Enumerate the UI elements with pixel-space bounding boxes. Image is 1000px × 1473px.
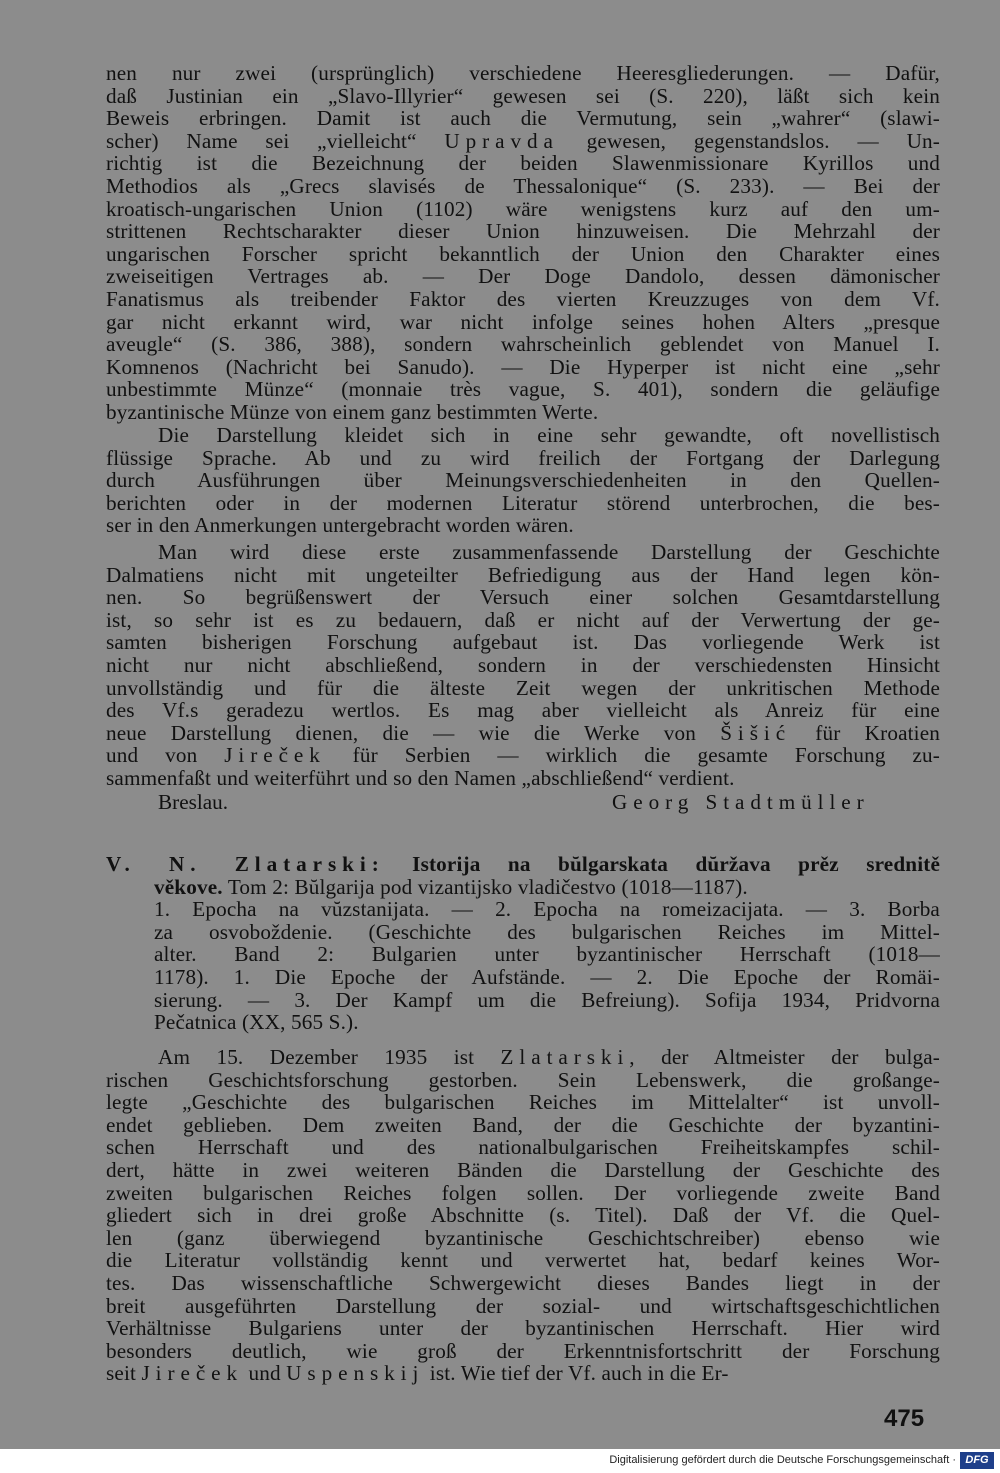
text-line: kroatisch-ungarischen Union (1102) wäre wenigstens kurz auf den um- <box>106 196 940 221</box>
text-line: Verhältnisse Bulgariens unter der byzantinischen Herrschaft. Hier wird <box>106 1316 940 1341</box>
text-line: richtig ist die Bezeichnung der beiden Slawenmissionare Kyrillos und <box>106 151 940 176</box>
text-line: Methodios als „Grecs slavisés de Thessalonique“ (S. 233). — Bei der <box>106 173 940 198</box>
spaced-name: Jireček <box>224 743 326 768</box>
text-segment: ist. Wie tief der Vf. auch in die Er- <box>424 1361 729 1386</box>
review-detail-line: 1. Epocha na vŭzstanijata. — 2. Epocha na romeizacijata. — 3. Borba <box>154 897 940 922</box>
text-line: strittenen Rechtscharakter dieser Union hinzuweisen. Die Mehrzahl der <box>106 219 940 244</box>
text-line: Die Darstellung kleidet sich in eine sehr gewandte, oft novellistisch <box>158 423 940 447</box>
text-line: schen Herrschaft und des nationalbulgarischen Freiheitskampfes schil- <box>106 1135 940 1160</box>
text-line <box>106 744 940 767</box>
signature-author: Georg Stadtmüller <box>612 790 870 814</box>
text-line: nen nur zwei (ursprünglich) verschiedene Heeresgliederungen. — Dafür, <box>106 61 940 85</box>
paragraph-review-body <box>106 1046 940 1385</box>
spaced-name: Uspenskij <box>286 1361 425 1386</box>
paragraph-style <box>106 424 940 537</box>
text-line: aveugle“ (S. 386, 388), sondern wahrscheinlich geblendet von Manuel I. <box>106 332 940 357</box>
text-line <box>106 1046 940 1069</box>
text-segment: neue Darstellung dienen, die — wie die Werke von <box>106 720 721 745</box>
text-line: len (ganz überwiegend byzantinische Geschichtschreiber) ebenso wie <box>106 1225 940 1250</box>
paragraph-conclusion <box>106 541 940 790</box>
text-line: breit ausgeführten Darstellung der sozial- und wirtschaftsgeschichtlichen <box>106 1293 940 1318</box>
spaced-name: Upravda <box>444 128 559 153</box>
review-detail-line: sierung. — 3. Der Kampf um die Befreiung). Sofija 1934, Pridvorna <box>154 987 940 1012</box>
text-segment: und <box>243 1361 287 1386</box>
text-line: nicht nur nicht abschließend, sondern in der verschiedensten Hinsicht <box>106 652 940 677</box>
spaced-name: Šišić <box>720 720 792 745</box>
digitization-footer <box>0 1449 1000 1473</box>
text-line <box>106 130 940 153</box>
text-line: ser in den Anmerkungen untergebracht worden wären. <box>106 513 574 538</box>
spaced-name: Zlatarski <box>500 1045 630 1069</box>
text-segment: seit <box>106 1361 142 1386</box>
text-line: zweiten bulgarischen Reiches folgen sollen. Der vorliegende zweite Band <box>106 1180 940 1205</box>
review-detail-line: alter. Band 2: Bulgarien unter byzantinischer Herrschaft (1018— <box>154 942 940 967</box>
dfg-logo: DFG <box>960 1452 994 1469</box>
paragraph-continued <box>106 62 940 424</box>
text-line: Man wird diese erste zusammenfassende Darstellung der Geschichte <box>158 540 940 564</box>
text-segment: für Serbien — wirklich die gesamte Forschung zu- <box>325 743 941 768</box>
text-line: berichten oder in der modernen Literatur störend unterbrochen, die bes- <box>106 490 940 515</box>
text-segment: und von <box>106 743 225 768</box>
footer-credit: Digitalisierung gefördert durch die Deutsche Forschungsgemeinschaft · <box>609 1454 956 1466</box>
review-detail-line: 1178). 1. Die Epoche der Aufstände. — 2. Die Epoche der Romäi- <box>154 964 940 989</box>
review-heading <box>106 853 940 1034</box>
review-subtitle-line <box>106 876 940 899</box>
text-line: dert, hätte in zwei weiteren Bänden die Darstellung der Geschichte des <box>106 1157 940 1182</box>
text-line: nen. So begrüßenswert der Versuch einer solchen Gesamtdarstellung <box>106 585 940 610</box>
text-line: samten bisherigen Forschung aufgebaut ist. Das vorliegende Werk ist <box>106 630 940 655</box>
text-line: die Literatur vollständig kennt und verwertet hat, bedarf keines Wor- <box>106 1248 940 1273</box>
review-author: V. N. Zlatarski: <box>106 852 385 876</box>
spaced-name: Jireček <box>141 1361 244 1386</box>
text-line: Fanatismus als treibender Faktor des vierten Kreuzzuges von dem Vf. <box>106 286 940 311</box>
text-line: daß Justinian ein „Slavo-Illyrier“ gewesen sei (S. 220), läßt sich kein <box>106 83 940 108</box>
text-line: unvollständig und für die älteste Zeit wegen der unkritischen Methode <box>106 675 940 700</box>
text-line: ist, so sehr ist es zu bedauern, daß er nicht auf der Verwertung der ge- <box>106 607 940 632</box>
review-title-end: věkove. <box>154 874 223 899</box>
text-line: tes. Das wissenschaftliche Schwergewicht dieses Bandes liegt in der <box>106 1270 940 1295</box>
text-line: unbestimmte Münze“ (monnaie très vague, S. 401), sondern die geläufige <box>106 377 940 402</box>
text-line <box>106 1362 940 1385</box>
review-detail-line: Pečatnica (XX, 565 S.). <box>154 1010 359 1035</box>
text-line: zweiseitigen Vertrages ab. — Der Doge Dandolo, dessen dämonischer <box>106 264 940 289</box>
text-line: sammenfaßt und weiterführt und so den Namen „abschließend“ verdient. <box>106 765 735 790</box>
text-line: legte „Geschichte des bulgarischen Reiches im Mittelalter“ ist unvoll- <box>106 1090 940 1115</box>
text-line: Dalmatiens nicht mit ungeteilter Befriedigung aus der Hand legen kön- <box>106 562 940 587</box>
text-segment: gewesen, gegenstandslos. — Un- <box>558 128 940 153</box>
text-line: durch Ausführungen über Meinungsverschiedenheiten in den Quellen- <box>106 468 940 493</box>
text-segment: für Kroatien <box>791 720 940 745</box>
text-line: endet geblieben. Dem zweiten Band, der die Geschichte der byzantini- <box>106 1112 940 1137</box>
review-heading-line <box>106 853 940 876</box>
text-line: flüssige Sprache. Ab und zu wird freilich der Fortgang der Darlegung <box>106 445 940 470</box>
review-volume: Tom 2: Bŭlgarija pod vizantijsko vladičestvo (1018—1187). <box>227 874 748 899</box>
text-line: gliedert sich in drei große Abschnitte (s. Titel). Daß der Vf. die Quel- <box>106 1203 940 1228</box>
text-segment: Am 15. Dezember 1935 ist <box>158 1045 501 1069</box>
review-title: Istorija na bŭlgarskata dŭržava prěz srednitě <box>412 852 940 876</box>
text-line: rischen Geschichtsforschung gestorben. Sein Lebenswerk, die großange- <box>106 1067 940 1092</box>
text-segment: scher) Name sei „vielleicht“ <box>106 128 445 153</box>
text-line: Beweis erbringen. Damit ist auch die Vermutung, sein „wahrer“ (slawi- <box>106 106 940 131</box>
text-line: Komnenos (Nachricht bei Sanudo). — Die Hyperper ist nicht eine „sehr <box>106 354 940 379</box>
text-line: des Vf.s geradezu wertlos. Es mag aber vielleicht als Anreiz für eine <box>106 698 940 723</box>
text-line: besonders deutlich, wie groß der Erkenntnisfortschritt der Forschung <box>106 1338 940 1363</box>
text-line: ungarischen Forscher spricht bekanntlich der Union den Charakter eines <box>106 241 940 266</box>
page-number: 475 <box>884 1405 925 1432</box>
signature-place: Breslau. <box>158 790 229 814</box>
text-line: byzantinische Münze von einem ganz bestimmten Werte. <box>106 399 599 424</box>
text-line <box>106 722 940 745</box>
text-line: gar nicht erkannt wird, war nicht infolge seines hohen Alters „presque <box>106 309 940 334</box>
text-segment: , der Altmeister der bulga- <box>629 1045 940 1069</box>
review-detail-line: za osvoboždenie. (Geschichte des bulgarischen Reiches im Mittel- <box>154 919 940 944</box>
